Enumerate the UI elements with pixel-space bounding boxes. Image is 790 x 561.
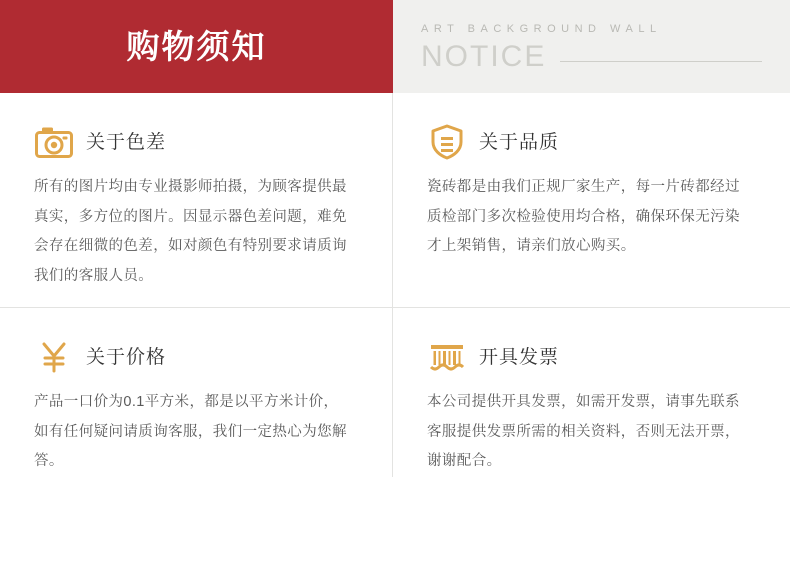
notice-body-quality: 瓷砖都是由我们正规厂家生产，每一片砖都经过质检部门多次检验使用均合格，确保环保无污染才上架销售，请亲们放心购买。 <box>427 179 740 255</box>
header-main-en-row <box>421 39 790 73</box>
invoice-icon <box>427 337 467 377</box>
header-title-en: NOTICE <box>421 39 547 73</box>
notice-title-invoice: 开具发票 <box>479 346 560 368</box>
notice-header-color <box>34 119 350 165</box>
header-title-block <box>0 0 393 93</box>
notice-title-quality: 关于品质 <box>479 131 560 153</box>
notice-item-color <box>0 93 393 308</box>
page-title: 购物须知 <box>126 28 267 65</box>
notice-item-quality <box>393 93 790 308</box>
notice-header-price <box>34 334 350 380</box>
shield-quality-icon <box>427 122 467 162</box>
notice-grid <box>0 93 790 477</box>
page-header <box>0 0 790 93</box>
yen-price-icon <box>34 337 74 377</box>
notice-body-color: 所有的图片均由专业摄影师拍摄，为顾客提供最真实，多方位的图片。因显示器色差问题，难免会存在细微的色差，如对颜色有特别要求请质询我们的客服人员。 <box>34 179 347 285</box>
notice-item-invoice <box>393 308 790 477</box>
notice-item-price <box>0 308 393 477</box>
notice-body-invoice: 本公司提供开具发票，如需开发票，请事先联系客服提供发票所需的相关资料，否则无法开票，谢谢配合。 <box>427 394 740 470</box>
notice-header-invoice <box>427 334 748 380</box>
header-english-block <box>393 0 790 93</box>
notice-title-price: 关于价格 <box>86 346 167 368</box>
notice-title-color: 关于色差 <box>86 131 167 153</box>
notice-header-quality <box>427 119 748 165</box>
header-subtitle-en: ART BACKGROUND WALL <box>421 22 662 35</box>
header-divider-line <box>560 61 762 62</box>
camera-icon <box>34 122 74 162</box>
notice-body-price: 产品一口价为0.1平方米，都是以平方米计价，如有任何疑问请质询客服，我们一定热心为您解答。 <box>34 394 347 470</box>
